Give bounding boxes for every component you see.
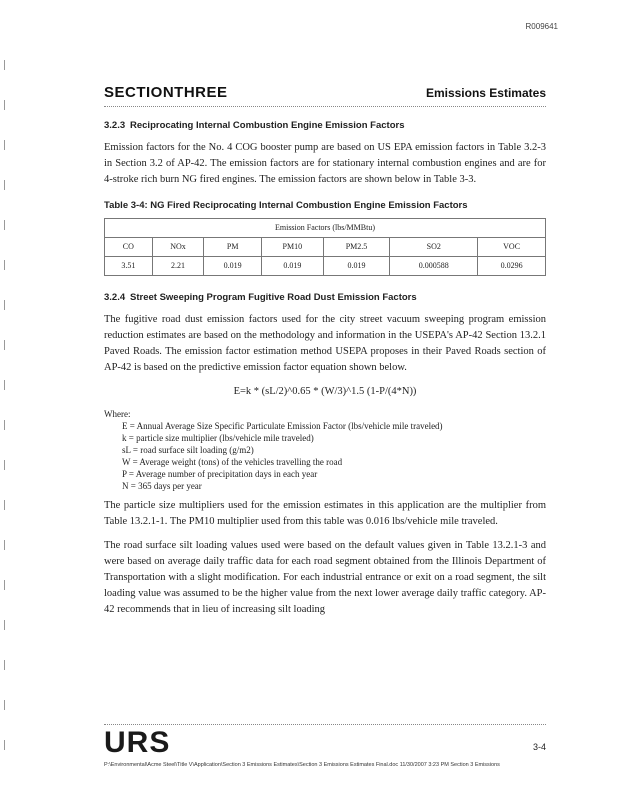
footer-file-path: P:\Environmental\Acme Steel\Title V\Application\Section 3 Emissions Estimates\Section 3 Emissions Estimates Final.doc 11/30/2007 3:23 PM Section 3 Emissions: [104, 762, 500, 768]
col-header: NOx: [152, 238, 204, 257]
paragraph-silt-loading: The road surface silt loading values used were based on the default values given in Table 13.2.1-3 and were based on average daily traffic data for each road segment obtained from the Illinois Department of Transportation with a slight modification. For each industrial entrance or exit on a road segment, the silt loading value was assumed to be the higher value from the next lower average daily traffic category. AP-42 recommends that in lieu of increasing silt loading: [104, 540, 546, 615]
col-header: PM2.5: [323, 238, 390, 257]
heading-number: 3.2.4: [104, 292, 126, 303]
table-group-header: Emission Factors (lbs/MMBtu): [105, 219, 546, 238]
col-header: SO2: [390, 238, 478, 257]
col-header: VOC: [478, 238, 546, 257]
definition-item: k = particle size multiplier (lbs/vehicle mile traveled): [122, 433, 314, 443]
paragraph-road-dust: The fugitive road dust emission factors used for the city street vacuum sweeping program emission reduction estimates are based on the methodology and information in the USEPA's AP-42 Section 13.2.1 Paved Roads. The emission factor estimation method USEPA proposes in their Paved Roads section of AP-42 is based on the predictive emission factor equation shown below.: [104, 314, 546, 373]
equation-definitions: [104, 408, 546, 492]
definition-item: P = Average number of precipitation days in each year: [122, 469, 318, 479]
table-cell: 0.000588: [390, 257, 478, 276]
where-label: Where:: [104, 409, 131, 419]
binding-margin-marks: [4, 40, 18, 780]
page-content: [104, 118, 546, 626]
table-cell: 0.0296: [478, 257, 546, 276]
table-header-row: [105, 238, 546, 257]
emission-equation: E=k * (sL/2)^0.65 * (W/3)^1.5 (1-P/(4*N)): [233, 386, 417, 397]
table-cell: 0.019: [204, 257, 262, 276]
definition-item: E = Annual Average Size Specific Particulate Emission Factor (lbs/vehicle mile traveled): [122, 421, 443, 431]
col-header: CO: [105, 238, 153, 257]
table-cell: 0.019: [323, 257, 390, 276]
document-id: R009641: [525, 22, 558, 31]
emission-factor-table: [104, 218, 546, 276]
definition-item: N = 365 days per year: [122, 481, 202, 491]
page-number: 3-4: [532, 742, 546, 752]
section-label: SECTIONTHREE: [104, 84, 228, 101]
paragraph-engine-factors: Emission factors for the No. 4 COG booster pump are based on US EPA emission factors in Table 3.2-3 in Section 3.2 of AP-42. The emission factors are for stationary internal combustion engines and are for 4-stroke rich burn NG fired engines. The emission factors are shown below in Table 3-3.: [104, 142, 546, 185]
table-cell: 0.019: [262, 257, 324, 276]
table-row: [105, 257, 546, 276]
paragraph-multipliers: The particle size multipliers used for the emission estimates in this application are the multiplier from Table 13.2.1-1. The PM10 multiplier used from this table was 0.016 lbs/vehicle mile traveled.: [104, 500, 546, 527]
footer-divider: [104, 724, 546, 725]
table-cell: 3.51: [105, 257, 153, 276]
heading-3-2-4: [104, 290, 546, 306]
heading-title: Reciprocating Internal Combustion Engine Emission Factors: [130, 120, 405, 131]
section-topic: Emissions Estimates: [425, 86, 546, 100]
urs-logo: URS: [104, 726, 171, 759]
definition-item: sL = road surface silt loading (g/m2): [122, 445, 254, 455]
heading-3-2-3: [104, 118, 546, 134]
definition-item: W = Average weight (tons) of the vehicles travelling the road: [122, 457, 343, 467]
heading-title: Street Sweeping Program Fugitive Road Dust Emission Factors: [130, 292, 417, 303]
page-header: [104, 84, 546, 107]
table-cell: 2.21: [152, 257, 204, 276]
col-header: PM10: [262, 238, 324, 257]
table-group-header-row: [105, 219, 546, 238]
col-header: PM: [204, 238, 262, 257]
heading-number: 3.2.3: [104, 120, 126, 131]
table-title: Table 3-4: NG Fired Reciprocating Internal Combustion Engine Emission Factors: [104, 200, 468, 211]
